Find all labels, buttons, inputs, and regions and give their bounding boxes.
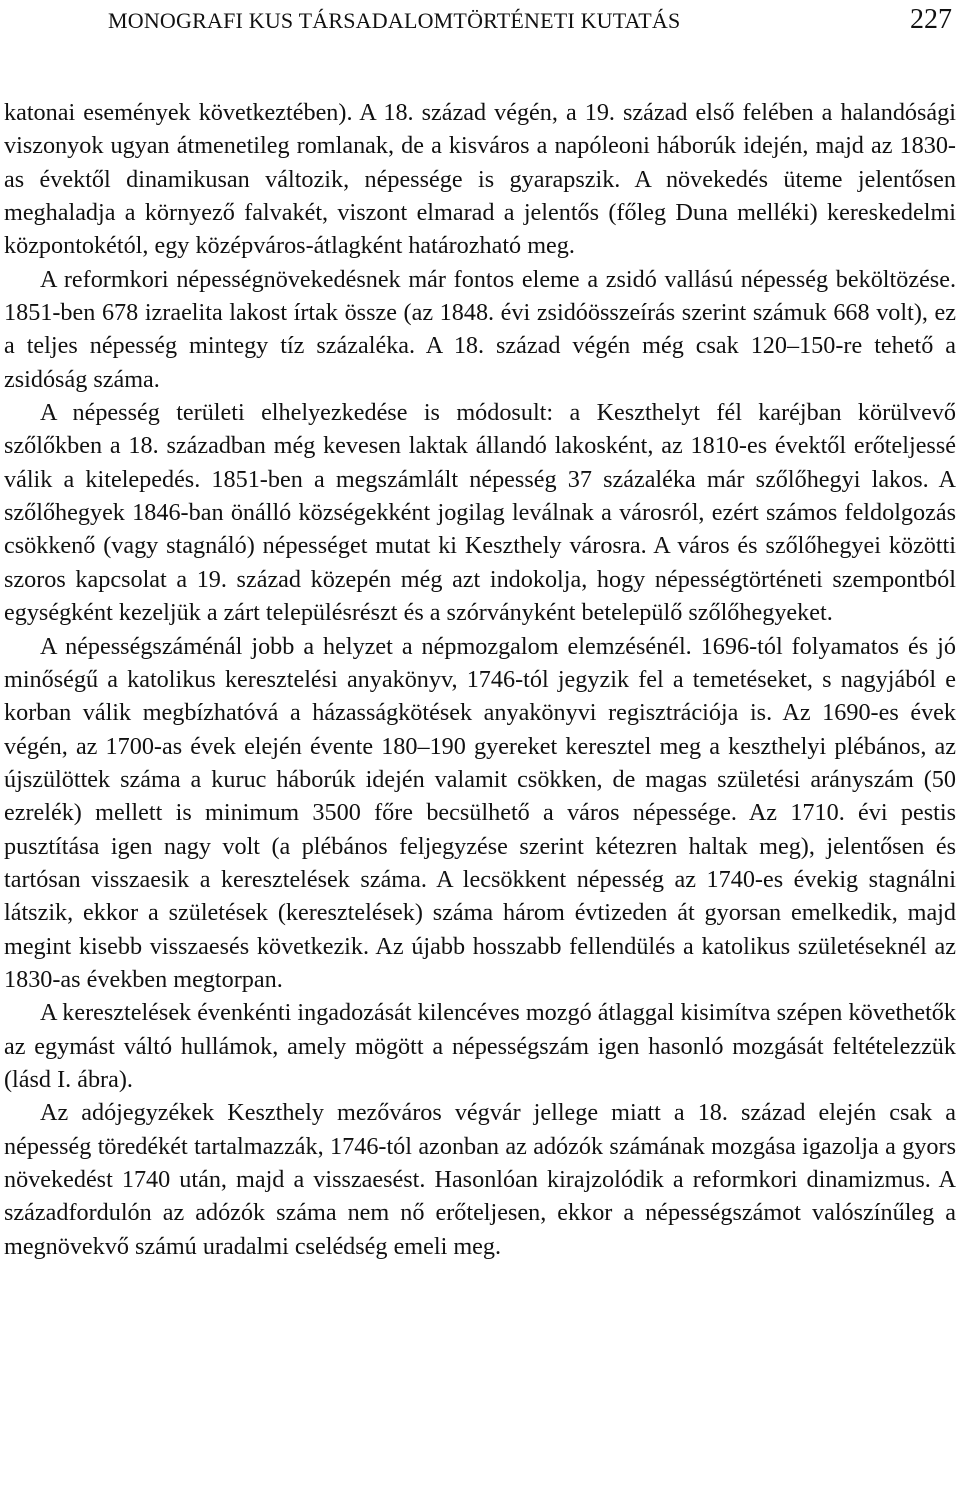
- page-number: 227: [910, 4, 952, 35]
- running-title: MONOGRAFI KUS TÁRSADALOMTÖRTÉNETI KUTATÁS: [108, 8, 681, 33]
- paragraph-jewish-population: A reformkori népességnövekedésnek már fontos eleme a zsidó vallású népesség beköltözése. 1851-ben 678 izraelita lakost írtak össze (az 1848. évi zsidóösszeírás szerint számuk 668 volt), ez a teljes népesség mintegy tíz százaléka. A 18. század végén még csak 120–150-re tehető a zsidóság száma.: [4, 265, 956, 393]
- paragraph-continued: katonai események következtében). A 18. század végén, a 19. század első felében a halandósági viszonyok ugyan átmenetileg romlanak, de a kisváros a napóleoni háborúk idején, majd az 1830-as évektől dinamikusan változik, népessége is gyarapszik. A növekedés üteme jelentősen meghaladja a környező falvakét, viszont elmarad a jelentős (főleg Duna melléki) kereskedelmi központokétól, egy középváros-átlagként határozható meg.: [4, 99, 956, 260]
- body-text: [4, 96, 956, 1263]
- running-header: [6, 2, 952, 42]
- paragraph-vineyard-settlement: A népesség területi elhelyezkedése is módosult: a Keszthelyt fél karéjban körülvevő szőlőkben a 18. században még kevesen laktak állandó lakosként, az 1810-es évektől erőteljessé válik a kitelepedés. 1851-ben a megszámlált népesség 37 százaléka már szőlőhegyi lakos. A szőlőhegyek 1846-ban önálló községekként jogilag leválnak a városról, ezért számos feldolgozás csökkenő (vagy stagnáló) népességet mutat ki Keszthely városra. A város és szőlőhegyei közötti szoros kapcsolat a 19. század közepén még azt indokolja, hogy népességtörténeti szempontból egységként kezeljük a zárt településrészt és a szórványként betelepülő szőlőhegyeket.: [4, 399, 956, 627]
- paragraph-moving-average: A keresztelések évenkénti ingadozását kilencéves mozgó átlaggal kisimítva szépen követhetők az egymást váltó hullámok, amely mögött a népességszám igen hasonló mozgását feltételezzük (lásd I. ábra).: [4, 999, 956, 1093]
- paragraph-vital-statistics: A népességszáménál jobb a helyzet a népmozgalom elemzésénél. 1696-tól folyamatos és jó minőségű a katolikus keresztelési anyakönyv, 1746-tól jegyzik fel a temetéseket, s nagyjából e korban válik megbízhatóvá a házasságkötések anyakönyvi regisztrációja is. Az 1690-es évek végén, az 1700-as évek elején évente 180–190 gyereket keresztel meg a keszthelyi plébános, az újszülöttek száma a kuruc háborúk idején valamit csökken, de magas születési arányszám (50 ezrelék) mellett is minimum 3500 főre becsülhető a város népessége. Az 1710. évi pestis pusztítása igen nagy volt (a plébános feljegyzése szerint kétezren haltak meg), jelentősen és tartósan visszaesik a keresztelések száma. A lecsökkent népesség az 1740-es évekig stagnálni látszik, ekkor a születések (keresztelések) száma három évtizeden át gyorsan emelkedik, majd megint kisebb visszaesés következik. Az újabb hosszabb fellendülés a katolikus születéseknél az 1830-as években megtorpan.: [4, 632, 956, 993]
- paragraph-tax-registers: Az adójegyzékek Keszthely mezőváros végvár jellege miatt a 18. század elején csak a népesség töredékét tartalmazzák, 1746-tól azonban az adózók számának mozgása igazolja a gyors növekedést 1740 után, majd a visszaesést. Hasonlóan kirajzolódik a reformkori dinamizmus. A századfordulón az adózók száma nem nő erőteljesen, ekkor a népességszámot valószínűleg a megnövekvő számú uradalmi cselédség emeli meg.: [4, 1099, 956, 1260]
